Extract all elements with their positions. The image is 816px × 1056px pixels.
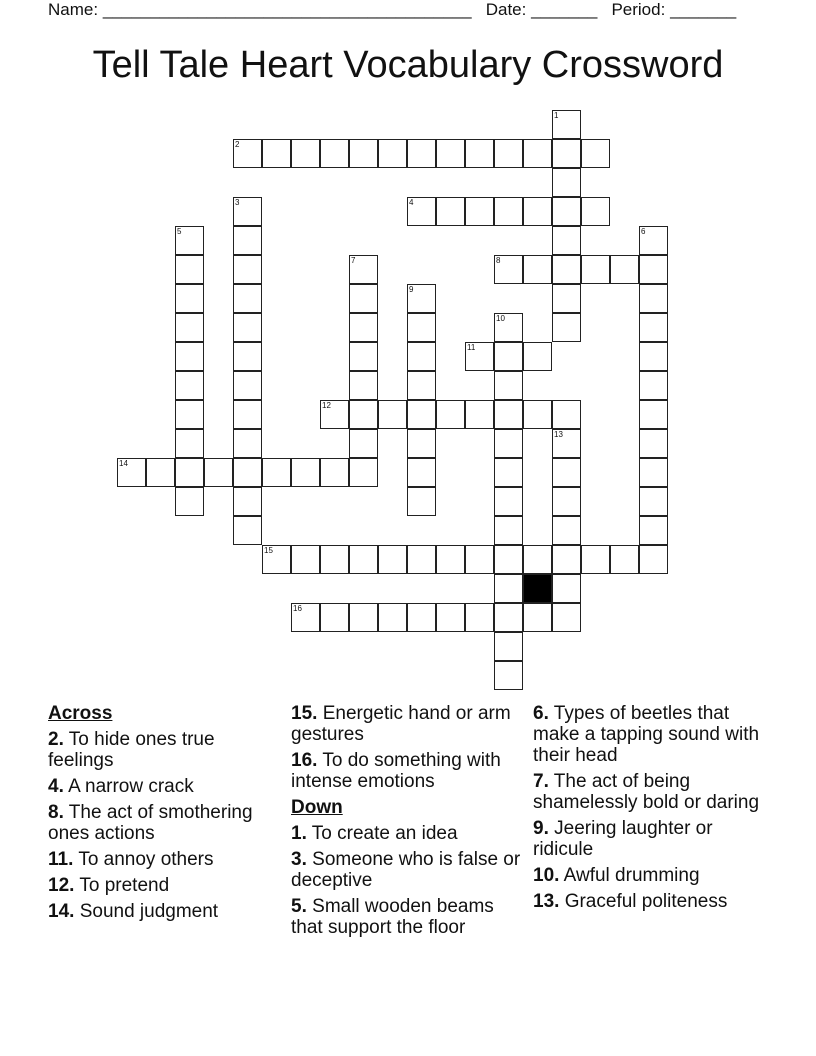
crossword-cell[interactable] [349, 400, 378, 429]
clue-number: 16 [293, 604, 302, 613]
crossword-cell[interactable] [552, 487, 581, 516]
clue-across-11: 11. To annoy others [48, 849, 214, 870]
name-blank[interactable]: _______________________________________ [102, 0, 472, 19]
crossword-cell[interactable] [523, 545, 552, 574]
crossword-cell[interactable] [233, 139, 262, 168]
crossword-cell[interactable] [407, 429, 436, 458]
crossword-cell[interactable] [465, 400, 494, 429]
clue-across-8: 8. The act of smothering ones actions [48, 802, 253, 844]
clues-column-2 [291, 703, 526, 943]
crossword-cell[interactable] [494, 632, 523, 661]
clue-across-15: 15. Energetic hand or arm gestures [291, 703, 511, 745]
crossword-cell[interactable] [407, 342, 436, 371]
crossword-cell[interactable] [291, 458, 320, 487]
crossword-cell[interactable] [233, 429, 262, 458]
crossword-cell[interactable] [552, 458, 581, 487]
crossword-cell[interactable] [262, 458, 291, 487]
crossword-cell[interactable] [233, 255, 262, 284]
across-heading: Across [48, 703, 113, 724]
clue-down-9: 9. Jeering laughter or ridicule [533, 818, 713, 860]
crossword-cell[interactable] [349, 545, 378, 574]
crossword-cell[interactable] [494, 197, 523, 226]
crossword-cell[interactable] [349, 139, 378, 168]
crossword-cell[interactable] [175, 284, 204, 313]
crossword-cell[interactable] [349, 342, 378, 371]
crossword-cell[interactable] [262, 139, 291, 168]
crossword-cell[interactable] [494, 371, 523, 400]
crossword-cell[interactable] [407, 487, 436, 516]
crossword-cell[interactable] [639, 400, 668, 429]
crossword-cell[interactable] [436, 400, 465, 429]
crossword-cell[interactable] [523, 139, 552, 168]
crossword-cell[interactable] [552, 400, 581, 429]
crossword-cell[interactable] [465, 545, 494, 574]
crossword-cell[interactable] [146, 458, 175, 487]
crossword-cell[interactable] [233, 458, 262, 487]
crossword-cell[interactable] [494, 487, 523, 516]
crossword-cell[interactable] [639, 516, 668, 545]
crossword-cell[interactable] [552, 574, 581, 603]
crossword-cell[interactable] [552, 603, 581, 632]
crossword-cell[interactable] [494, 255, 523, 284]
crossword-cell[interactable] [175, 371, 204, 400]
crossword-cell[interactable] [378, 545, 407, 574]
crossword-cell[interactable] [436, 139, 465, 168]
crossword-cell[interactable] [407, 284, 436, 313]
crossword-cell[interactable] [465, 197, 494, 226]
crossword-cell[interactable] [233, 487, 262, 516]
crossword-cell[interactable] [378, 400, 407, 429]
crossword-cell[interactable] [639, 342, 668, 371]
crossword-cell[interactable] [552, 429, 581, 458]
crossword-cell[interactable] [581, 255, 610, 284]
crossword-cell[interactable] [117, 458, 146, 487]
crossword-cell[interactable] [407, 197, 436, 226]
crossword-cell[interactable] [523, 197, 552, 226]
crossword-cell[interactable] [291, 603, 320, 632]
crossword-cell[interactable] [233, 313, 262, 342]
clue-number: 1 [554, 111, 559, 120]
clue-number: 15 [264, 546, 273, 555]
crossword-cell[interactable] [494, 429, 523, 458]
crossword-cell[interactable] [291, 139, 320, 168]
crossword-cell[interactable] [639, 226, 668, 255]
clue-number: 12 [322, 401, 331, 410]
clue-across-16: 16. To do something with intense emotions [291, 750, 501, 792]
crossword-cell[interactable] [639, 487, 668, 516]
crossword-cell[interactable] [349, 603, 378, 632]
crossword-cell[interactable] [552, 197, 581, 226]
crossword-cell[interactable] [407, 313, 436, 342]
crossword-cell[interactable] [494, 516, 523, 545]
crossword-cell[interactable] [349, 313, 378, 342]
crossword-cell[interactable] [494, 458, 523, 487]
crossword-cell[interactable] [320, 400, 349, 429]
crossword-cell[interactable] [639, 284, 668, 313]
crossword-cell[interactable] [175, 400, 204, 429]
crossword-cell[interactable] [175, 226, 204, 255]
clue-down-6: 6. Types of beetles that make a tapping sound with their head [533, 703, 760, 766]
crossword-cell[interactable] [494, 661, 523, 690]
crossword-cell[interactable] [407, 458, 436, 487]
crossword-cell[interactable] [233, 284, 262, 313]
crossword-cell[interactable] [639, 429, 668, 458]
crossword-cell[interactable] [523, 400, 552, 429]
crossword-cell[interactable] [175, 342, 204, 371]
crossword-cell[interactable] [436, 545, 465, 574]
crossword-cell[interactable] [552, 139, 581, 168]
clue-down-3: 3. Someone who is false or deceptive [291, 849, 521, 891]
date-blank[interactable]: _______ [531, 0, 598, 19]
clue-number: 14 [119, 459, 128, 468]
crossword-cell[interactable] [610, 545, 639, 574]
crossword-cell[interactable] [552, 255, 581, 284]
crossword-cell[interactable] [349, 371, 378, 400]
crossword-cell[interactable] [639, 458, 668, 487]
crossword-cell[interactable] [523, 342, 552, 371]
crossword-cell[interactable] [320, 603, 349, 632]
clue-number: 10 [496, 314, 505, 323]
crossword-cell[interactable] [378, 603, 407, 632]
clue-number: 2 [235, 140, 240, 149]
down-heading: Down [291, 797, 343, 818]
clues-column-3 [533, 703, 768, 917]
crossword-cell[interactable] [552, 313, 581, 342]
date-label: Date: [485, 0, 527, 19]
crossword-cell[interactable] [552, 516, 581, 545]
clue-number: 13 [554, 430, 563, 439]
clue-down-7: 7. The act of being shamelessly bold or daring [533, 771, 760, 813]
clue-number: 4 [409, 198, 414, 207]
crossword-cell[interactable] [552, 545, 581, 574]
period-blank[interactable]: _______ [670, 0, 737, 19]
crossword-cell[interactable] [233, 400, 262, 429]
crossword-cell[interactable] [494, 139, 523, 168]
clue-down-13: 13. Graceful politeness [533, 891, 728, 912]
clue-number: 5 [177, 227, 182, 236]
crossword-cell[interactable] [407, 545, 436, 574]
clue-number: 3 [235, 198, 240, 207]
crossword-cell[interactable] [494, 574, 523, 603]
crossword-cell[interactable] [552, 168, 581, 197]
crossword-cell[interactable] [552, 110, 581, 139]
crossword-cell[interactable] [175, 458, 204, 487]
crossword-cell[interactable] [262, 545, 291, 574]
clue-down-1: 1. To create an idea [291, 823, 458, 844]
clue-down-5: 5. Small wooden beams that support the floor [291, 896, 494, 938]
clue-across-14: 14. Sound judgment [48, 901, 219, 922]
crossword-cell[interactable] [639, 371, 668, 400]
crossword-cell[interactable] [349, 255, 378, 284]
crossword-cell[interactable] [378, 139, 407, 168]
crossword-cell[interactable] [233, 516, 262, 545]
crossword-cell[interactable] [581, 197, 610, 226]
clue-number: 9 [409, 285, 414, 294]
clue-number: 6 [641, 227, 646, 236]
crossword-cell[interactable] [494, 342, 523, 371]
crossword-cell[interactable] [494, 545, 523, 574]
crossword-cell[interactable] [494, 313, 523, 342]
crossword-cell[interactable] [436, 603, 465, 632]
crossword-cell[interactable] [349, 429, 378, 458]
crossword-cell[interactable] [523, 255, 552, 284]
crossword-cell[interactable] [320, 458, 349, 487]
crossword-cell[interactable] [465, 139, 494, 168]
crossword-cell[interactable] [349, 284, 378, 313]
black-cell [523, 574, 552, 603]
crossword-cell[interactable] [610, 255, 639, 284]
crossword-cell[interactable] [436, 197, 465, 226]
crossword-cell[interactable] [494, 400, 523, 429]
crossword-cell[interactable] [204, 458, 233, 487]
crossword-cell[interactable] [407, 371, 436, 400]
clue-down-10: 10. Awful drumming [533, 865, 700, 886]
clue-across-12: 12. To pretend [48, 875, 170, 896]
crossword-cell[interactable] [175, 255, 204, 284]
crossword-cell[interactable] [320, 139, 349, 168]
crossword-cell[interactable] [175, 487, 204, 516]
crossword-cell[interactable] [349, 458, 378, 487]
crossword-cell[interactable] [581, 139, 610, 168]
crossword-cell[interactable] [523, 603, 552, 632]
crossword-cell[interactable] [407, 139, 436, 168]
crossword-cell[interactable] [639, 255, 668, 284]
crossword-cell[interactable] [581, 545, 610, 574]
name-label: Name: [48, 0, 99, 19]
crossword-cell[interactable] [552, 226, 581, 255]
clue-across-2: 2. To hide ones true feelings [48, 729, 215, 771]
crossword-cell[interactable] [233, 342, 262, 371]
crossword-cell[interactable] [175, 429, 204, 458]
crossword-cell[interactable] [233, 197, 262, 226]
crossword-cell[interactable] [320, 545, 349, 574]
crossword-cell[interactable] [233, 226, 262, 255]
crossword-cell[interactable] [407, 603, 436, 632]
crossword-cell[interactable] [407, 400, 436, 429]
clue-across-4: 4. A narrow crack [48, 776, 194, 797]
crossword-cell[interactable] [175, 313, 204, 342]
clue-number: 7 [351, 256, 356, 265]
crossword-cell[interactable] [291, 545, 320, 574]
crossword-cell[interactable] [465, 342, 494, 371]
crossword-cell[interactable] [233, 371, 262, 400]
period-label: Period: [611, 0, 666, 19]
clue-number: 11 [467, 343, 476, 352]
page-title: Tell Tale Heart Vocabulary Crossword [92, 44, 724, 86]
crossword-cell[interactable] [494, 603, 523, 632]
crossword-cell[interactable] [465, 603, 494, 632]
clues-column-1 [48, 703, 283, 927]
clue-number: 8 [496, 256, 501, 265]
crossword-cell[interactable] [639, 313, 668, 342]
crossword-cell[interactable] [552, 284, 581, 313]
crossword-cell[interactable] [639, 545, 668, 574]
